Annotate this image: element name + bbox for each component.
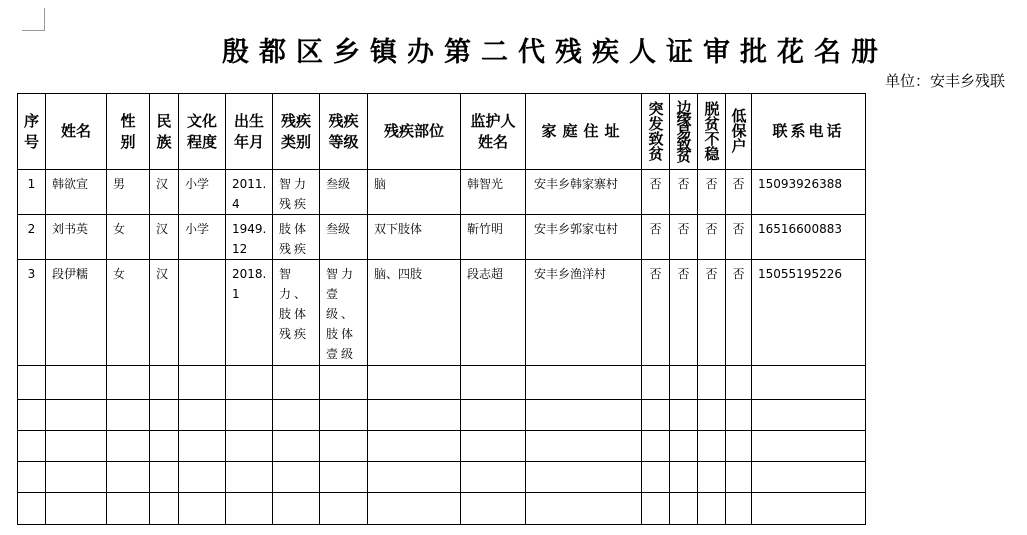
cell-unstable: 否 [698,260,726,366]
cell-low-income: 否 [726,170,752,215]
empty-row [18,493,866,525]
table-row [18,215,866,260]
cell-birth: 2011.4 [226,170,273,215]
unit-label: 单位：安丰乡残联 [884,72,1005,90]
table-row [18,170,866,215]
header-phone: 联系电话 [752,94,866,170]
page-title: 殷都区乡镇办第二代残疾人证审批花名册 [222,37,888,68]
header-address: 家庭住址 [526,94,642,170]
cell-disability-type: 智力残疾 [273,170,320,215]
cell-unstable: 否 [698,170,726,215]
table-header-row [18,94,866,170]
cell-disability-type: 肢体残疾 [273,215,320,260]
cell-low-income: 否 [726,260,752,366]
cell-unstable: 否 [698,215,726,260]
cell-disability-part: 双下肢体 [368,215,461,260]
cell-guardian: 靳竹明 [461,215,526,260]
cell-sudden-poverty: 否 [642,215,670,260]
cell-phone: 15093926388 [752,170,866,215]
header-seq: 序号 [18,94,46,170]
cell-guardian: 段志超 [461,260,526,366]
cell-disability-part: 脑 [368,170,461,215]
cell-sudden-poverty: 否 [642,260,670,366]
header-disability-part: 残疾部位 [368,94,461,170]
header-unstable: 脱贫不稳 [698,94,726,170]
cell-address: 安丰乡韩家寨村 [526,170,642,215]
page-corner-mark [22,8,45,31]
table-row [18,260,866,366]
cell-edge-poverty: 否 [670,215,698,260]
cell-education [179,260,226,366]
cell-edge-poverty: 否 [670,170,698,215]
cell-edge-poverty: 否 [670,260,698,366]
cell-seq: 2 [18,215,46,260]
header-guardian: 监护人姓名 [461,94,526,170]
empty-row [18,366,866,400]
cell-disability-part: 脑、四肢 [368,260,461,366]
cell-disability-type: 智力、肢体残疾 [273,260,320,366]
cell-ethnicity: 汉 [150,260,179,366]
cell-phone: 15055195226 [752,260,866,366]
cell-name: 刘书英 [46,215,107,260]
header-low-income: 低保户 [726,94,752,170]
header-sudden-poverty: 突发致贫 [642,94,670,170]
cell-education: 小学 [179,215,226,260]
cell-name: 韩欲宣 [46,170,107,215]
header-edge-poverty: 边缘易致贫 [670,94,698,170]
empty-row [18,462,866,493]
cell-sudden-poverty: 否 [642,170,670,215]
cell-ethnicity: 汉 [150,170,179,215]
cell-disability-level: 叁级 [320,170,368,215]
cell-name: 段伊糯 [46,260,107,366]
header-gender: 性别 [107,94,150,170]
empty-row [18,400,866,431]
cell-guardian: 韩智光 [461,170,526,215]
cell-seq: 3 [18,260,46,366]
header-name: 姓名 [46,94,107,170]
cell-disability-level: 智力壹级、肢体壹级 [320,260,368,366]
cell-address: 安丰乡渔洋村 [526,260,642,366]
cell-address: 安丰乡郭家屯村 [526,215,642,260]
header-ethnicity: 民族 [150,94,179,170]
cell-ethnicity: 汉 [150,215,179,260]
cell-gender: 女 [107,215,150,260]
cell-phone: 16516600883 [752,215,866,260]
header-education: 文化程度 [179,94,226,170]
empty-row [18,431,866,462]
header-birth: 出生年月 [226,94,273,170]
cell-birth: 2018.1 [226,260,273,366]
cell-gender: 男 [107,170,150,215]
register-table [17,93,866,525]
cell-education: 小学 [179,170,226,215]
cell-seq: 1 [18,170,46,215]
header-disability-level: 残疾等级 [320,94,368,170]
cell-birth: 1949.12 [226,215,273,260]
cell-gender: 女 [107,260,150,366]
cell-disability-level: 叁级 [320,215,368,260]
cell-low-income: 否 [726,215,752,260]
header-disability-type: 残疾类别 [273,94,320,170]
